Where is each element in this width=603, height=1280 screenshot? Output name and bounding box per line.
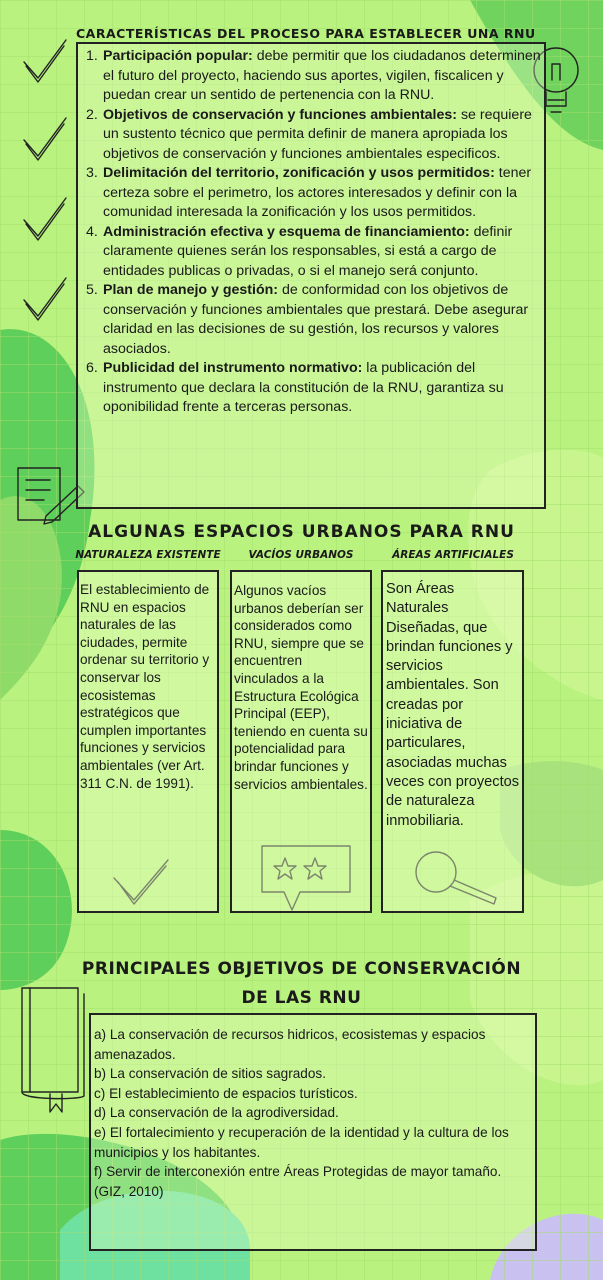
item-heading: Objetivos de conservación y funciones ambientales: [103, 106, 458, 123]
item-text: debe permitir que los ciudadanos determinen el futuro del proyecto, haciendo sus aportes, vigilen, fiscalicen y puedan crear un sentido de pertenencia con la RNU. [103, 48, 541, 103]
item-heading: Publicidad del instrumento normativo: [103, 360, 363, 376]
column-heading: ÁREAS ARTIFICIALES [392, 549, 514, 561]
list-item: f) Servir de interconexión entre Áreas Protegidas de mayor tamaño. [94, 1164, 502, 1180]
section2-title: ALGUNAS ESPACIOS URBANOS PARA RNU [88, 522, 515, 542]
column-text-urban-gaps: Algunos vacíos urbanos deberían ser considerados como RNU, siempre que se encuentren vinculados a la Estructura Ecológica Principal (EEP), teniendo en cuenta su potencialidad para brindar funciones y servicios ambientales. [234, 583, 368, 792]
item-heading: Administración efectiva y esquema de financiamiento: [103, 223, 470, 240]
list-item: d) La conservación de la agrodiversidad. [94, 1105, 339, 1121]
characteristics-list [86, 47, 546, 418]
list-item: a) La conservación de recursos hidricos, ecosistemas y espacios amenazados. [94, 1027, 486, 1062]
list-item: 5. Plan de manejo y gestión: de conformidad con los objetivos de conservación y funciones ambientales que prestará. Debe asegurar claridad en las decisiones de su gestión, los recursos y valores asociados. [86, 282, 529, 357]
list-item: e) El fortalecimiento y recuperación de la identidad y la cultura de los municipios y los habitantes. [94, 1124, 509, 1160]
list-item: b) La conservación de sitios sagrados. [94, 1066, 326, 1082]
list-item: 4. Administración efectiva y esquema de financiamiento: definir claramente quienes serán los responsables, si está a cargo de entidades publicas o privadas, o si el manejo será conjunto. [86, 223, 513, 279]
column-heading: NATURALEZA EXISTENTE [75, 549, 221, 561]
list-item: 2. Objetivos de conservación y funciones ambientales: se requiere un sustento técnico que permita definir de manera apropiada los objetivos de conservación y funciones ambientales especificos. [86, 106, 532, 162]
item-heading: Plan de manejo y gestión: [103, 282, 279, 298]
section1-title: CARACTERÍSTICAS DEL PROCESO PARA ESTABLECER UNA RNU [76, 26, 536, 41]
item-text: tener certeza sobre el perimetro, los actores interesados y definir con la comunidad interesada la zonificación y los usos permitidos. [103, 165, 532, 220]
list-item: 3. Delimitación del territorio, zonificación y usos permitidos: tener certeza sobre el perimetro, los actores interesados y definir con la comunidad interesada la zonificación y los usos permitidos. [86, 165, 532, 220]
item-heading: Delimitación del territorio, zonificación y usos permitidos: [103, 165, 495, 181]
citation: (GIZ, 2010) [94, 1183, 164, 1199]
objectives-list [94, 1025, 530, 1201]
item-text: la publicación del instrumento que declara la constitución de la RNU, garantiza su oponibilidad frente a terceras personas. [103, 360, 504, 415]
item-text: de conformidad con los objetivos de conservación y funciones ambientales que prestará. Debe asegurar claridad en las decisiones de su gestión, los recursos y valores asociados. [103, 282, 529, 357]
section3-title: PRINCIPALES OBJETIVOS DE CONSERVACIÓN DE LAS RNU [81, 959, 522, 1008]
list-item: 1. Participación popular: debe permitir que los ciudadanos determinen el futuro del proyecto, haciendo sus aportes, vigilen, fiscalicen y puedan crear un sentido de pertenencia con la RNU. [86, 48, 541, 103]
item-text: definir claramente quienes serán los responsables, si está a cargo de entidades publicas o privadas, o si el manejo será conjunto. [103, 223, 513, 279]
list-item: 6. Publicidad del instrumento normativo: la publicación del instrumento que declara la constitución de la RNU, garantiza su oponibilidad frente a terceras personas. [86, 360, 504, 415]
item-heading: Participación popular: [103, 48, 253, 64]
column-text-artificial: Son Áreas Naturales Diseñadas, que brindan funciones y servicios ambientales. Son creadas por iniciativa de particulares, asociadas muchas veces con proyectos de naturaleza inmobiliaria. [386, 581, 520, 829]
column-heading: VACÍOS URBANOS [248, 549, 354, 561]
list-item: c) El establecimiento de espacios turísticos. [94, 1085, 358, 1101]
item-text: se requiere un sustento técnico que permita definir de manera apropiada los objetivos de conservación y funciones ambientales especificos. [103, 106, 532, 162]
column-text-natural: El establecimiento de RNU en espacios naturales de las ciudades, permite ordenar su territorio y conservar los ecosistemas estratégicos que cumplen importantes funciones y servicios ambientales (ver Art. 311 C.N. de 1991). [80, 582, 210, 791]
